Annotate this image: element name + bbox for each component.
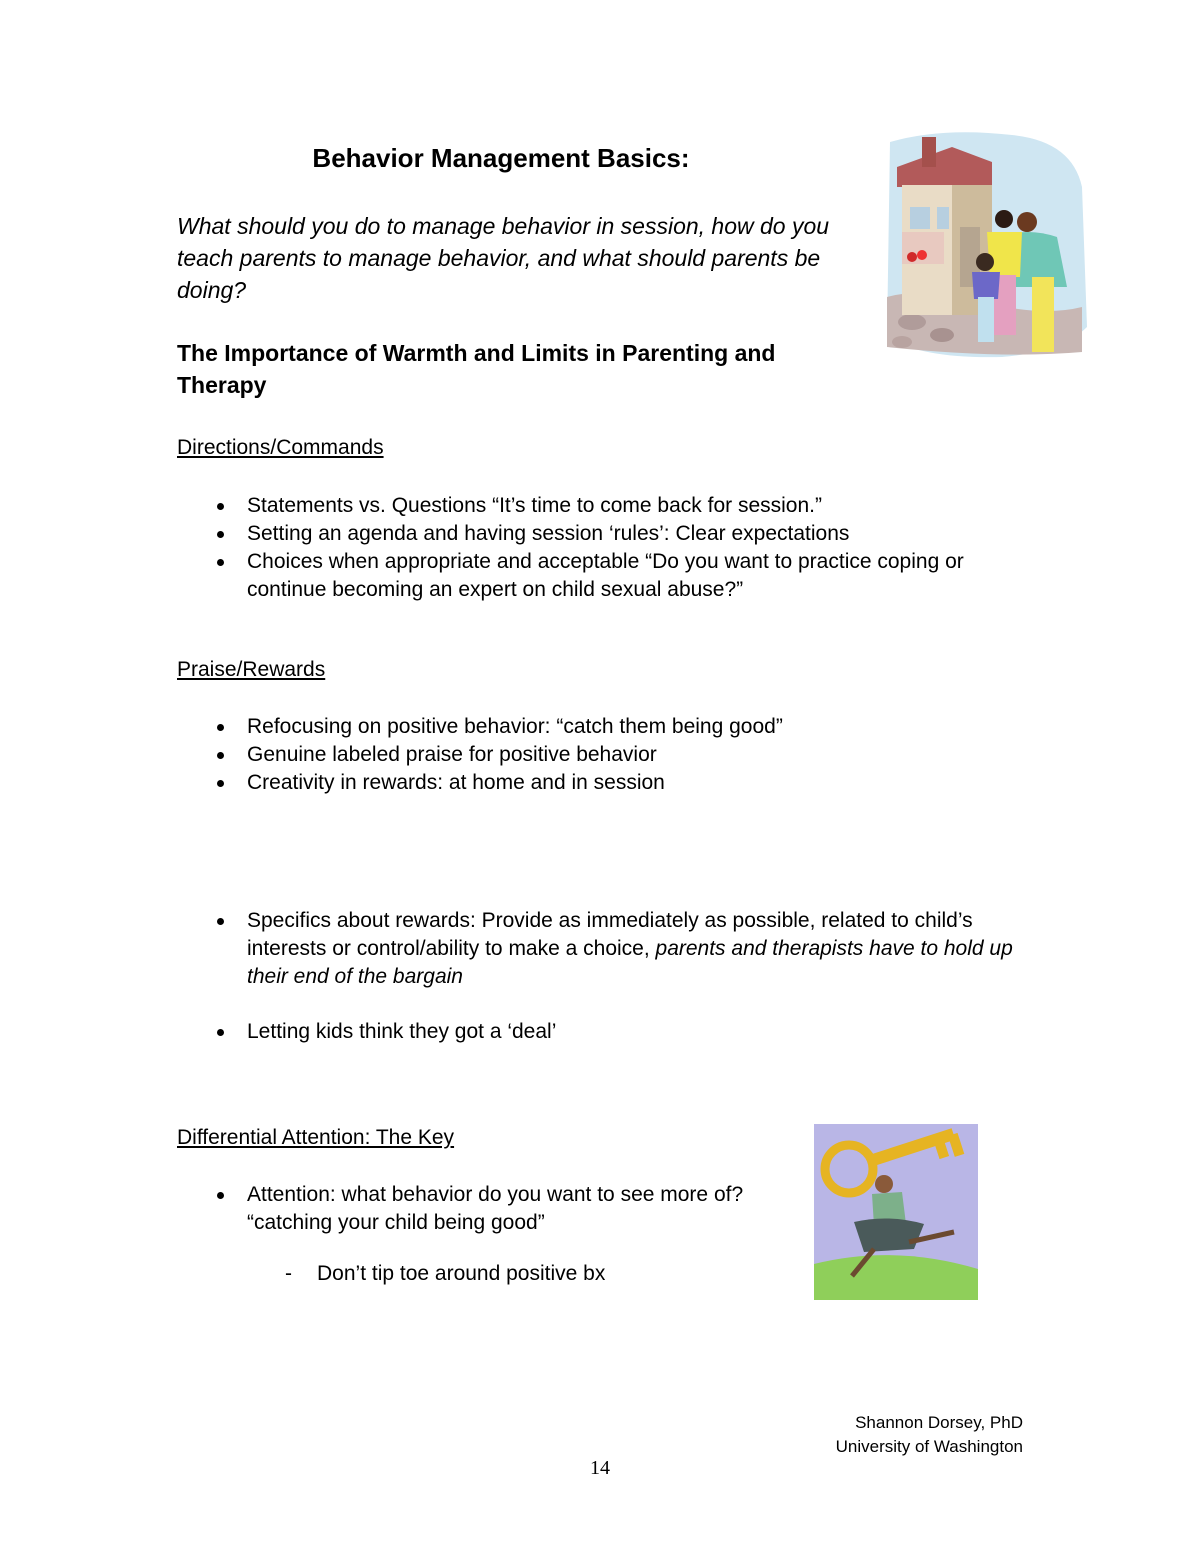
praise-label: Praise/Rewards [177,658,326,681]
list-item: Choices when appropriate and acceptable “Do you want to practice coping or continue becoming an expert on child sexual abuse?” [177,548,1047,604]
list-item: Statements vs. Questions “It’s time to come back for session.” [177,492,1047,520]
page-number: 14 [590,1457,610,1479]
list-item: Setting an agenda and having session ‘rules’: Clear expectations [177,520,1047,548]
directions-list [177,492,1047,604]
footer-author: Shannon Dorsey, PhD [855,1413,1023,1432]
key-person-clipart [814,1124,978,1300]
sub-item: Don’t tip toe around positive bx [317,1262,606,1285]
reward-specifics-list [177,907,1047,991]
deal-list [177,1018,1047,1046]
specifics-text: Specifics about rewards: Provide as immediately as possible, related to child’s interests or control/ability to make a choice, [247,909,973,960]
list-item: Genuine labeled praise for positive behavior [177,741,1047,769]
page-title: Behavior Management Basics: [312,143,690,173]
section-heading: The Importance of Warmth and Limits in Parenting and Therapy [177,340,776,398]
list-item: Attention: what behavior do you want to see more of? “catching your child being good” [177,1181,787,1237]
attention-list [177,1181,787,1237]
list-item [177,907,1047,991]
directions-label: Directions/Commands [177,436,384,459]
praise-list [177,713,1047,797]
sub-dash: - [285,1262,292,1285]
list-item: Letting kids think they got a ‘deal’ [177,1018,1047,1046]
attention-label: Differential Attention: The Key [177,1126,455,1149]
family-house-clipart [882,127,1087,359]
list-item: Refocusing on positive behavior: “catch them being good” [177,713,1047,741]
list-item: Creativity in rewards: at home and in session [177,769,1047,797]
footer-affiliation: University of Washington [835,1437,1023,1456]
specifics-emphasis: parents and therapists have to hold up their end of the bargain [247,937,1013,988]
intro-question: What should you do to manage behavior in session, how do you teach parents to manage behavior, and what should parents be doing? [177,213,830,303]
